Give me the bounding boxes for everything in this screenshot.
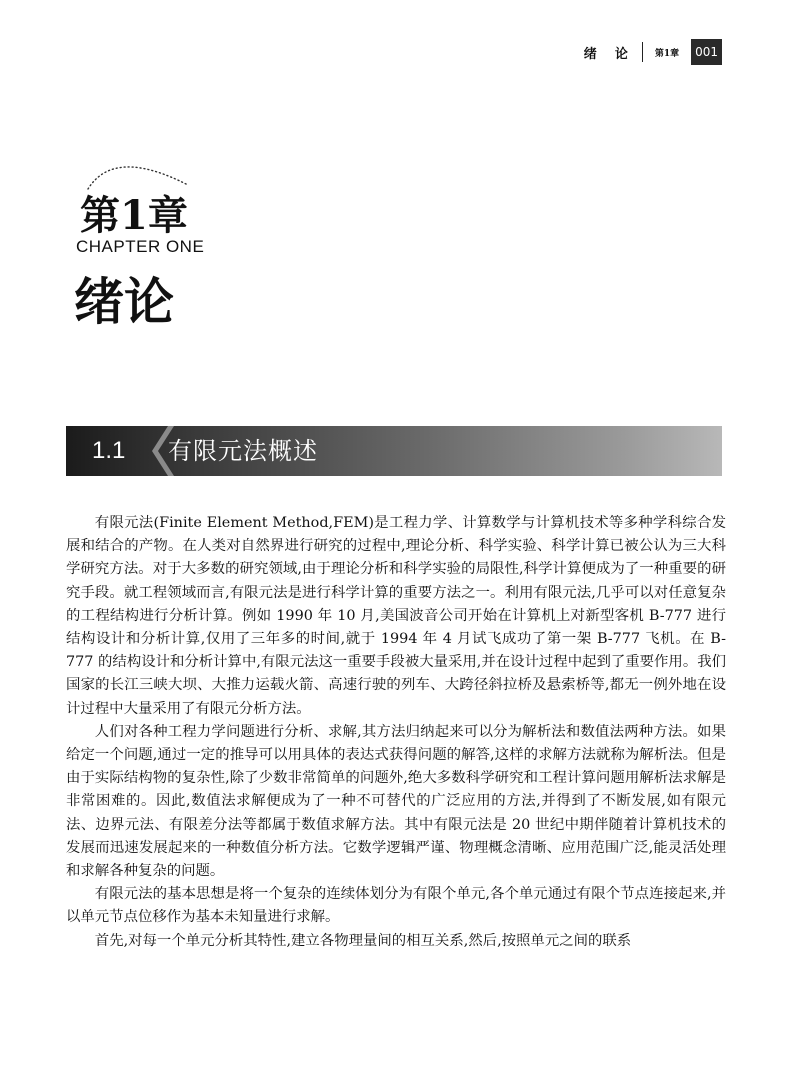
running-header-chapter-label: 第1章	[654, 48, 680, 59]
page-number: 001	[691, 39, 722, 65]
running-header-title-char-2: 论	[614, 46, 628, 62]
chapter-label-english: CHAPTER ONE	[76, 237, 205, 256]
paragraph-2: 人们对各种工程力学问题进行分析、求解,其方法归纳起来可以分为解析法和数值法两种方法。如果给定一个问题,通过一定的推导可以用具体的表达式获得问题的解答,这样的求解方法就称为解析法。但是由于实际结构物的复杂性,除了少数非常简单的问题外,绝大多数科学研究和工程计算问题用解析法求解是非常困难的。因此,数值法求解便成为了一种不可替代的广泛应用的方法,并得到了不断发展,如有限元法、边界元法、有限差分法等都属于数值求解方法。其中有限元法是 20 世纪中期伴随着计算机技术的发展而迅速发展起来的一种数值分析方法。它数学逻辑严谨、物理概念清晰、应用范围广泛,能灵活处理和求解各种复杂的问题。	[66, 723, 726, 880]
running-header-divider	[642, 42, 643, 62]
paragraph-1: 有限元法(Finite Element Method,FEM)是工程力学、计算数学与计算机技术等多种学科综合发展和结合的产物。在人类对自然界进行研究的过程中,理论分析、科学实验、科学计算已被公认为三大科学研究方法。对于大多数的研究领域,由于理论分析和科学实验的局限性,科学计算便成为了一种重要的研究手段。就工程领域而言,有限元法是进行科学计算的重要方法之一。利用有限元法,几乎可以对任意复杂的工程结构进行分析计算。例如 1990 年 10 月,美国波音公司开始在计算机上对新型客机 B-777 进行结构设计和分析计算,仅用了三年多的时间,就于 1994 年 4 月试飞成功了第一架 B-777 飞机。在 B-777 的结构设计和分析计算中,有限元法这一重要手段被大量采用,并在设计过程中起到了重要作用。我们国家的长江三峡大坝、大推力运载火箭、高速行驶的列车、大跨径斜拉桥及悬索桥等,都无一例外地在设计过程中大量采用了有限元分析方法。	[66, 515, 726, 717]
chapter-title: 绪论	[74, 273, 174, 331]
paragraph-3: 有限元法的基本思想是将一个复杂的连续体划分为有限个单元,各个单元通过有限个节点连接起来,并以单元节点位移作为基本未知量进行求解。	[66, 886, 726, 926]
section-heading-band	[66, 426, 722, 476]
chapter-label: 第1章	[80, 192, 188, 239]
section-title: 有限元法概述	[168, 437, 318, 465]
running-header-title-char-1: 绪	[583, 46, 597, 62]
running-header-chapter-title	[584, 43, 628, 62]
body-text	[66, 512, 726, 953]
paragraph-4: 首先,对每一个单元分析其特性,建立各物理量间的相互关系,然后,按照单元之间的联系	[94, 932, 632, 949]
section-number: 1.1	[92, 437, 126, 464]
running-header	[584, 38, 722, 66]
decorative-dotted-arc	[84, 145, 194, 195]
